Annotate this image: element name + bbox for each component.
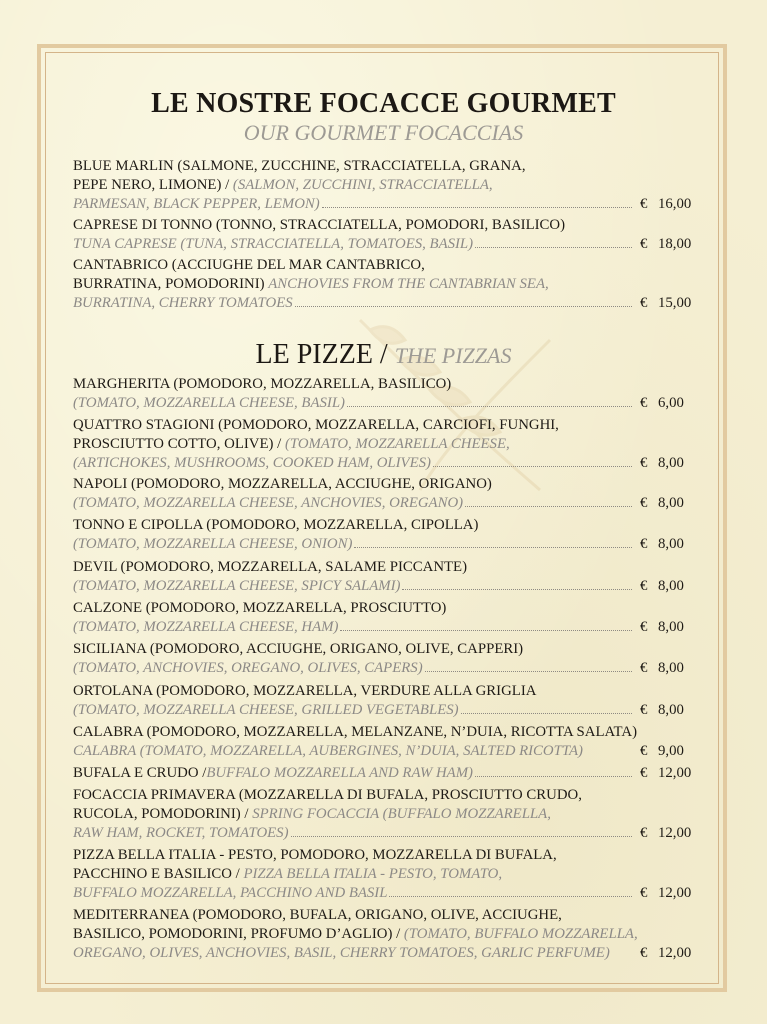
item-price: € 16,00 [640, 196, 692, 212]
item-name-en-cont: OREGANO, OLIVES, ANCHOVIES, BASIL, CHERRY TOMATOES, GARLIC PERFUME) [73, 945, 610, 961]
item-price: € 15,00 [640, 295, 692, 311]
item-price: € 12,00 [640, 945, 692, 961]
item-name-en-cont: BUFFALO MOZZARELLA, PACCHINO AND BASIL [73, 885, 388, 901]
item-name-it: MEDITERRANEA (POMODORO, BUFALA, ORIGANO, OLIVE, ACCIUGHE, [73, 907, 562, 923]
item-price: € 8,00 [640, 619, 684, 635]
menu-item-napoli [73, 475, 694, 513]
item-name-en: (TOMATO, ANCHOVIES, OREGANO, OLIVES, CAPERS) [73, 660, 423, 676]
dot-leader [295, 306, 632, 307]
menu-item-pizza-bella-italia [73, 846, 694, 903]
item-name-en-cont: (ARTICHOKES, MUSHROOMS, COOKED HAM, OLIVES) [73, 455, 431, 471]
dot-leader [461, 713, 632, 714]
item-name-en: (TOMATO, MOZZARELLA CHEESE, HAM) [73, 619, 339, 635]
dot-leader [340, 630, 632, 631]
focacce-title: LE NOSTRE FOCACCE GOURMET [151, 88, 616, 119]
item-price: € 18,00 [640, 236, 692, 252]
dot-leader [475, 776, 632, 777]
item-name-it: CALABRA (POMODORO, MOZZARELLA, MELANZANE, N’DUIA, RICOTTA SALATA) [73, 724, 637, 740]
item-price: € 12,00 [640, 765, 692, 781]
item-name-it-cont: RUCOLA, POMODORINI) / [73, 806, 253, 822]
item-name-it: CALZONE (POMODORO, MOZZARELLA, PROSCIUTTO) [73, 600, 447, 616]
item-price: € 8,00 [640, 702, 684, 718]
menu-item-quattro-stagioni [73, 416, 694, 473]
focacce-subtitle: OUR GOURMET FOCACCIAS [243, 120, 524, 145]
menu-item-calabra [73, 723, 694, 761]
menu-item-ortolana [73, 682, 694, 720]
item-name-it: BUFALA E CRUDO / [73, 765, 207, 781]
dot-leader [475, 247, 632, 248]
item-name-en: (TOMATO, MOZZARELLA CHEESE, BASIL) [73, 395, 345, 411]
item-name-it-cont: PACCHINO E BASILICO / [73, 866, 244, 882]
dot-leader [354, 547, 632, 548]
item-name-en: (TOMATO, MOZZARELLA CHEESE, GRILLED VEGETABLES) [73, 702, 459, 718]
menu-item-bufala-e-crudo [73, 764, 694, 783]
pizze-title [0, 339, 767, 371]
menu-item-focaccia-primavera [73, 786, 694, 843]
dot-leader [433, 466, 632, 467]
item-name-en: PIZZA BELLA ITALIA - PESTO, TOMATO, [243, 866, 503, 882]
menu-item-calzone [73, 599, 694, 637]
pizze-title-en: THE PIZZAS [394, 343, 512, 368]
dot-leader [291, 836, 632, 837]
item-name-en: ANCHOVIES FROM THE CANTABRIAN SEA, [268, 276, 549, 292]
menu-item-cantabrico [73, 256, 694, 313]
item-name-it: QUATTRO STAGIONI (POMODORO, MOZZARELLA, CARCIOFI, FUNGHI, [73, 417, 559, 433]
item-name-it: CAPRESE DI TONNO (TONNO, STRACCIATELLA, POMODORI, BASILICO) [73, 217, 566, 233]
item-name-en: CALABRA (TOMATO, MOZZARELLA, AUBERGINES, N’DUIA, SALTED RICOTTA) [73, 743, 583, 759]
item-price: € 8,00 [640, 495, 684, 511]
item-name-it: NAPOLI (POMODORO, MOZZARELLA, ACCIUGHE, ORIGANO) [73, 476, 492, 492]
item-price: € 9,00 [640, 743, 684, 759]
menu-item-caprese-di-tonno [73, 216, 694, 254]
menu-item-margherita [73, 375, 694, 413]
item-name-it-cont: BURRATINA, POMODORINI) [73, 276, 269, 292]
item-name-en: (TOMATO, MOZZARELLA CHEESE, ONION) [73, 536, 353, 552]
item-name-it: DEVIL (POMODORO, MOZZARELLA, SALAME PICCANTE) [73, 559, 468, 575]
item-name-en: (SALMON, ZUCCHINI, STRACCIATELLA, [232, 177, 493, 193]
menu-item-blue-marlin [73, 157, 694, 214]
item-name-en-cont: RAW HAM, ROCKET, TOMATOES) [73, 825, 289, 841]
menu-item-siciliana [73, 640, 694, 678]
item-name-it: SICILIANA (POMODORO, ACCIUGHE, ORIGANO, OLIVE, CAPPERI) [73, 641, 524, 657]
item-name-en: BUFFALO MOZZARELLA AND RAW HAM) [206, 765, 473, 781]
item-name-it: ORTOLANA (POMODORO, MOZZARELLA, VERDURE ALLA GRIGLIA [73, 683, 537, 699]
item-name-it: BLUE MARLIN (SALMONE, ZUCCHINE, STRACCIATELLA, GRANA, [73, 158, 526, 174]
dot-leader [425, 671, 632, 672]
menu-item-mediterranea [73, 906, 694, 963]
item-name-en: (TOMATO, MOZZARELLA CHEESE, ANCHOVIES, OREGANO) [73, 495, 464, 511]
item-name-en: (TOMATO, MOZZARELLA CHEESE, [284, 436, 510, 452]
dot-leader [402, 589, 632, 590]
item-name-en: (TOMATO, MOZZARELLA CHEESE, SPICY SALAMI) [73, 578, 401, 594]
item-price: € 8,00 [640, 455, 684, 471]
item-name-it-cont: BASILICO, POMODORINI, PROFUMO D’AGLIO) / [73, 926, 404, 942]
dot-leader [322, 207, 632, 208]
item-name-en-cont: BURRATINA, CHERRY TOMATOES [73, 295, 293, 311]
item-name-it: CANTABRICO (ACCIUGHE DEL MAR CANTABRICO, [73, 257, 425, 273]
item-price: € 8,00 [640, 578, 684, 594]
item-price: € 12,00 [640, 885, 692, 901]
pizze-title-it: LE PIZZE / [255, 339, 395, 370]
item-price: € 12,00 [640, 825, 692, 841]
item-name-it-cont: PROSCIUTTO COTTO, OLIVE) / [73, 436, 285, 452]
item-name-it-cont: PEPE NERO, LIMONE) / [73, 177, 233, 193]
item-name-en-cont: PARMESAN, BLACK PEPPER, LEMON) [73, 196, 320, 212]
menu-item-devil [73, 558, 694, 596]
dot-leader [389, 896, 632, 897]
item-price: € 6,00 [640, 395, 684, 411]
dot-leader [347, 406, 632, 407]
item-name-en: TUNA CAPRESE (TUNA, STRACCIATELLA, TOMATOES, BASIL) [73, 236, 474, 252]
item-name-it: MARGHERITA (POMODORO, MOZZARELLA, BASILICO) [73, 376, 452, 392]
item-price: € 8,00 [640, 536, 684, 552]
item-price: € 8,00 [640, 660, 684, 676]
item-name-it: PIZZA BELLA ITALIA - PESTO, POMODORO, MOZZARELLA DI BUFALA, [73, 847, 557, 863]
menu-item-tonno-e-cipolla [73, 516, 694, 554]
dot-leader [465, 506, 632, 507]
item-name-it: FOCACCIA PRIMAVERA (MOZZARELLA DI BUFALA, PROSCIUTTO CRUDO, [73, 787, 582, 803]
item-name-en: (TOMATO, BUFFALO MOZZARELLA, [403, 926, 638, 942]
item-name-en: SPRING FOCACCIA (BUFFALO MOZZARELLA, [252, 806, 551, 822]
item-name-it: TONNO E CIPOLLA (POMODORO, MOZZARELLA, CIPOLLA) [73, 517, 479, 533]
